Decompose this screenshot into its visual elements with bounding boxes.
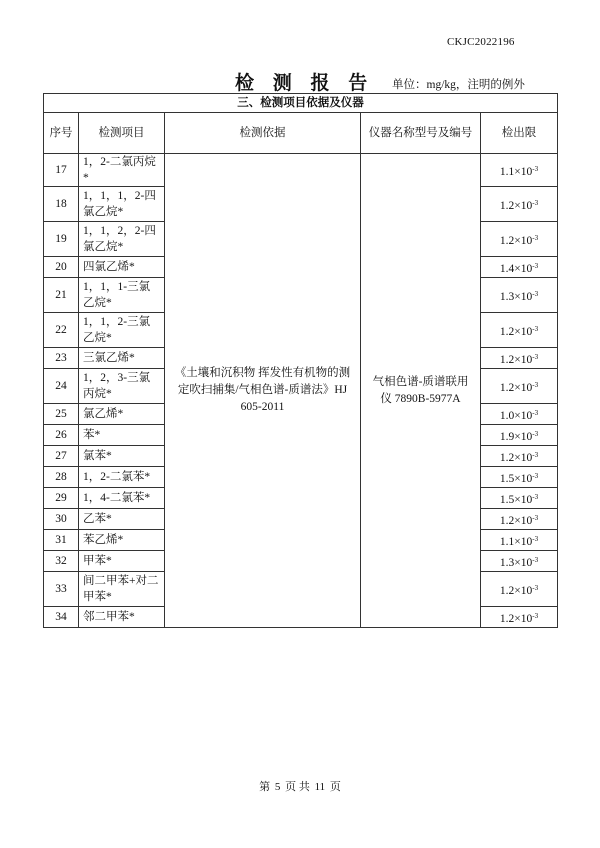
detection-limit bbox=[481, 551, 558, 572]
detection-limit bbox=[481, 313, 558, 348]
limit-coefficient: 1.2 bbox=[499, 451, 515, 464]
limit-coefficient: 1.2 bbox=[499, 353, 515, 366]
row-number: 22 bbox=[44, 313, 79, 348]
page-footer bbox=[0, 778, 600, 794]
limit-base: ×10 bbox=[514, 165, 533, 178]
test-item: 三氯乙烯* bbox=[79, 348, 165, 369]
detection-limit bbox=[481, 278, 558, 313]
test-item: 1，2，3-三氯丙烷* bbox=[79, 369, 165, 404]
limit-exponent: -3 bbox=[532, 289, 539, 298]
detection-limit bbox=[481, 187, 558, 222]
test-item: 苯乙烯* bbox=[79, 530, 165, 551]
detection-limit bbox=[481, 257, 558, 278]
limit-exponent: -3 bbox=[532, 555, 539, 564]
test-item: 邻二甲苯* bbox=[79, 607, 165, 628]
limit-exponent: -3 bbox=[532, 261, 539, 270]
test-item: 1，1，1，2-四氯乙烷* bbox=[79, 187, 165, 222]
limit-coefficient: 1.2 bbox=[499, 325, 515, 338]
limit-base: ×10 bbox=[514, 584, 533, 597]
test-basis: 《土壤和沉积物 挥发性有机物的测定吹扫捕集/气相色谱-质谱法》HJ 605-2011 bbox=[165, 154, 361, 628]
limit-exponent: -3 bbox=[532, 492, 539, 501]
limit-base: ×10 bbox=[514, 199, 533, 212]
unit-note: 单位：mg/kg，注明的例外 bbox=[392, 79, 525, 91]
limit-exponent: -3 bbox=[532, 471, 539, 480]
limit-coefficient: 1.9 bbox=[499, 430, 515, 443]
detection-limit bbox=[481, 572, 558, 607]
row-number: 23 bbox=[44, 348, 79, 369]
limit-coefficient: 1.3 bbox=[499, 290, 515, 303]
test-item: 四氯乙烯* bbox=[79, 257, 165, 278]
limit-coefficient: 1.2 bbox=[499, 584, 515, 597]
limit-exponent: -3 bbox=[532, 352, 539, 361]
row-number: 19 bbox=[44, 222, 79, 257]
limit-coefficient: 1.2 bbox=[499, 381, 515, 394]
detection-limit bbox=[481, 607, 558, 628]
limit-coefficient: 1.5 bbox=[499, 472, 515, 485]
footer-total: 11 bbox=[314, 781, 326, 793]
limit-base: ×10 bbox=[514, 409, 533, 422]
row-number: 21 bbox=[44, 278, 79, 313]
limit-base: ×10 bbox=[514, 556, 533, 569]
limit-base: ×10 bbox=[514, 353, 533, 366]
limit-exponent: -3 bbox=[532, 198, 539, 207]
detection-limit bbox=[481, 446, 558, 467]
limit-exponent: -3 bbox=[532, 429, 539, 438]
footer-end: 页 bbox=[329, 781, 341, 793]
test-item: 1，1，2，2-四氯乙烷* bbox=[79, 222, 165, 257]
limit-base: ×10 bbox=[514, 290, 533, 303]
row-number: 34 bbox=[44, 607, 79, 628]
detection-limit bbox=[481, 222, 558, 257]
row-number: 26 bbox=[44, 425, 79, 446]
row-number: 20 bbox=[44, 257, 79, 278]
report-number: CKJC2022196 bbox=[447, 36, 515, 48]
limit-coefficient: 1.2 bbox=[499, 612, 515, 625]
instrument: 气相色谱-质谱联用仪 7890B-5977A bbox=[361, 154, 481, 628]
row-number: 27 bbox=[44, 446, 79, 467]
page-title: 检 测 报 告 bbox=[235, 73, 375, 94]
row-number: 32 bbox=[44, 551, 79, 572]
detection-limit bbox=[481, 404, 558, 425]
test-item: 1，1，2-三氯乙烷* bbox=[79, 313, 165, 348]
header-no: 序号 bbox=[44, 113, 79, 154]
limit-coefficient: 1.0 bbox=[499, 409, 515, 422]
row-number: 28 bbox=[44, 467, 79, 488]
limit-base: ×10 bbox=[514, 234, 533, 247]
limit-coefficient: 1.1 bbox=[499, 535, 515, 548]
limit-exponent: -3 bbox=[532, 233, 539, 242]
test-item: 间二甲苯+对二甲苯* bbox=[79, 572, 165, 607]
limit-base: ×10 bbox=[514, 430, 533, 443]
detection-limit bbox=[481, 369, 558, 404]
row-number: 17 bbox=[44, 154, 79, 187]
limit-base: ×10 bbox=[514, 514, 533, 527]
section-title: 三、检测项目依据及仪器 bbox=[44, 94, 558, 113]
footer-mid: 页 共 bbox=[285, 781, 310, 793]
test-item: 甲苯* bbox=[79, 551, 165, 572]
limit-coefficient: 1.5 bbox=[499, 493, 515, 506]
row-number: 31 bbox=[44, 530, 79, 551]
limit-exponent: -3 bbox=[532, 450, 539, 459]
limit-exponent: -3 bbox=[532, 583, 539, 592]
header-limit: 检出限 bbox=[481, 113, 558, 154]
limit-base: ×10 bbox=[514, 262, 533, 275]
header-instrument: 仪器名称型号及编号 bbox=[361, 113, 481, 154]
limit-coefficient: 1.4 bbox=[499, 262, 515, 275]
limit-base: ×10 bbox=[514, 472, 533, 485]
detection-limit bbox=[481, 488, 558, 509]
limit-coefficient: 1.2 bbox=[499, 234, 515, 247]
row-number: 18 bbox=[44, 187, 79, 222]
limit-exponent: -3 bbox=[532, 408, 539, 417]
row-number: 33 bbox=[44, 572, 79, 607]
detection-limit bbox=[481, 348, 558, 369]
limit-base: ×10 bbox=[514, 381, 533, 394]
header-item: 检测项目 bbox=[79, 113, 165, 154]
limit-base: ×10 bbox=[514, 451, 533, 464]
limit-base: ×10 bbox=[514, 535, 533, 548]
test-item: 1，1，1-三氯乙烷* bbox=[79, 278, 165, 313]
table-row bbox=[44, 154, 558, 187]
row-number: 24 bbox=[44, 369, 79, 404]
limit-coefficient: 1.2 bbox=[499, 199, 515, 212]
limit-base: ×10 bbox=[514, 493, 533, 506]
test-items-table bbox=[43, 93, 558, 628]
limit-exponent: -3 bbox=[532, 534, 539, 543]
detection-limit bbox=[481, 154, 558, 187]
test-item: 1，2-二氯丙烷* bbox=[79, 154, 165, 187]
test-item: 乙苯* bbox=[79, 509, 165, 530]
limit-exponent: -3 bbox=[532, 164, 539, 173]
limit-exponent: -3 bbox=[532, 611, 539, 620]
limit-coefficient: 1.2 bbox=[499, 514, 515, 527]
row-number: 30 bbox=[44, 509, 79, 530]
limit-coefficient: 1.3 bbox=[499, 556, 515, 569]
header-basis: 检测依据 bbox=[165, 113, 361, 154]
test-item: 苯* bbox=[79, 425, 165, 446]
row-number: 29 bbox=[44, 488, 79, 509]
row-number: 25 bbox=[44, 404, 79, 425]
detection-limit bbox=[481, 530, 558, 551]
limit-exponent: -3 bbox=[532, 380, 539, 389]
limit-coefficient: 1.1 bbox=[499, 165, 515, 178]
detection-limit bbox=[481, 467, 558, 488]
detection-limit bbox=[481, 425, 558, 446]
limit-base: ×10 bbox=[514, 612, 533, 625]
limit-exponent: -3 bbox=[532, 324, 539, 333]
test-item: 氯乙烯* bbox=[79, 404, 165, 425]
test-item: 氯苯* bbox=[79, 446, 165, 467]
limit-exponent: -3 bbox=[532, 513, 539, 522]
test-item: 1，2-二氯苯* bbox=[79, 467, 165, 488]
test-item: 1，4-二氯苯* bbox=[79, 488, 165, 509]
footer-page: 5 bbox=[274, 781, 281, 793]
limit-base: ×10 bbox=[514, 325, 533, 338]
footer-page-label: 第 bbox=[259, 781, 271, 793]
detection-limit bbox=[481, 509, 558, 530]
